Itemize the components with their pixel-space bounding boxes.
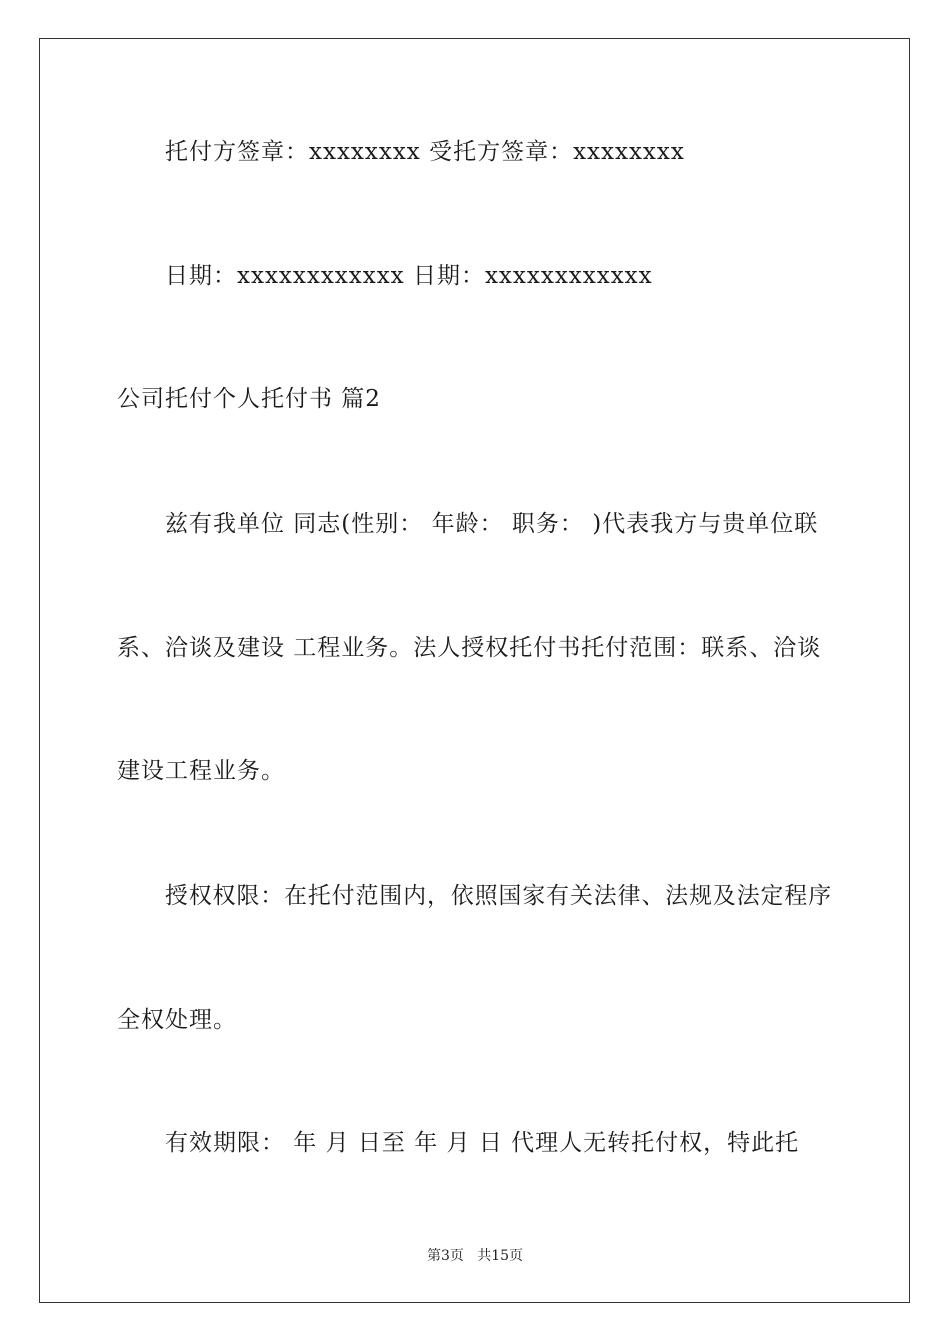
section-heading: 公司托付个人托付书 篇2 — [117, 386, 381, 412]
paragraph-line: 兹有我单位 同志(性别： 年龄： 职务： )代表我方与贵单位联 — [165, 511, 819, 537]
page-border — [39, 38, 910, 1303]
signature-line: 托付方签章：xxxxxxxx 受托方签章：xxxxxxxx — [165, 139, 685, 165]
paragraph-line: 建设工程业务。 — [117, 758, 285, 784]
paragraph-line: 全权处理。 — [117, 1007, 237, 1033]
paragraph-line: 系、洽谈及建设 工程业务。法人授权托付书托付范围：联系、洽谈 — [117, 635, 822, 661]
paragraph-line: 授权权限：在托付范围内，依照国家有关法律、法规及法定程序 — [165, 883, 833, 909]
paragraph-line: 有效期限： 年 月 日至 年 月 日 代理人无转托付权，特此托 — [165, 1130, 800, 1156]
date-line: 日期：xxxxxxxxxxxx 日期：xxxxxxxxxxxx — [165, 263, 653, 289]
page-footer: 第3页 共15页 — [426, 1248, 524, 1264]
